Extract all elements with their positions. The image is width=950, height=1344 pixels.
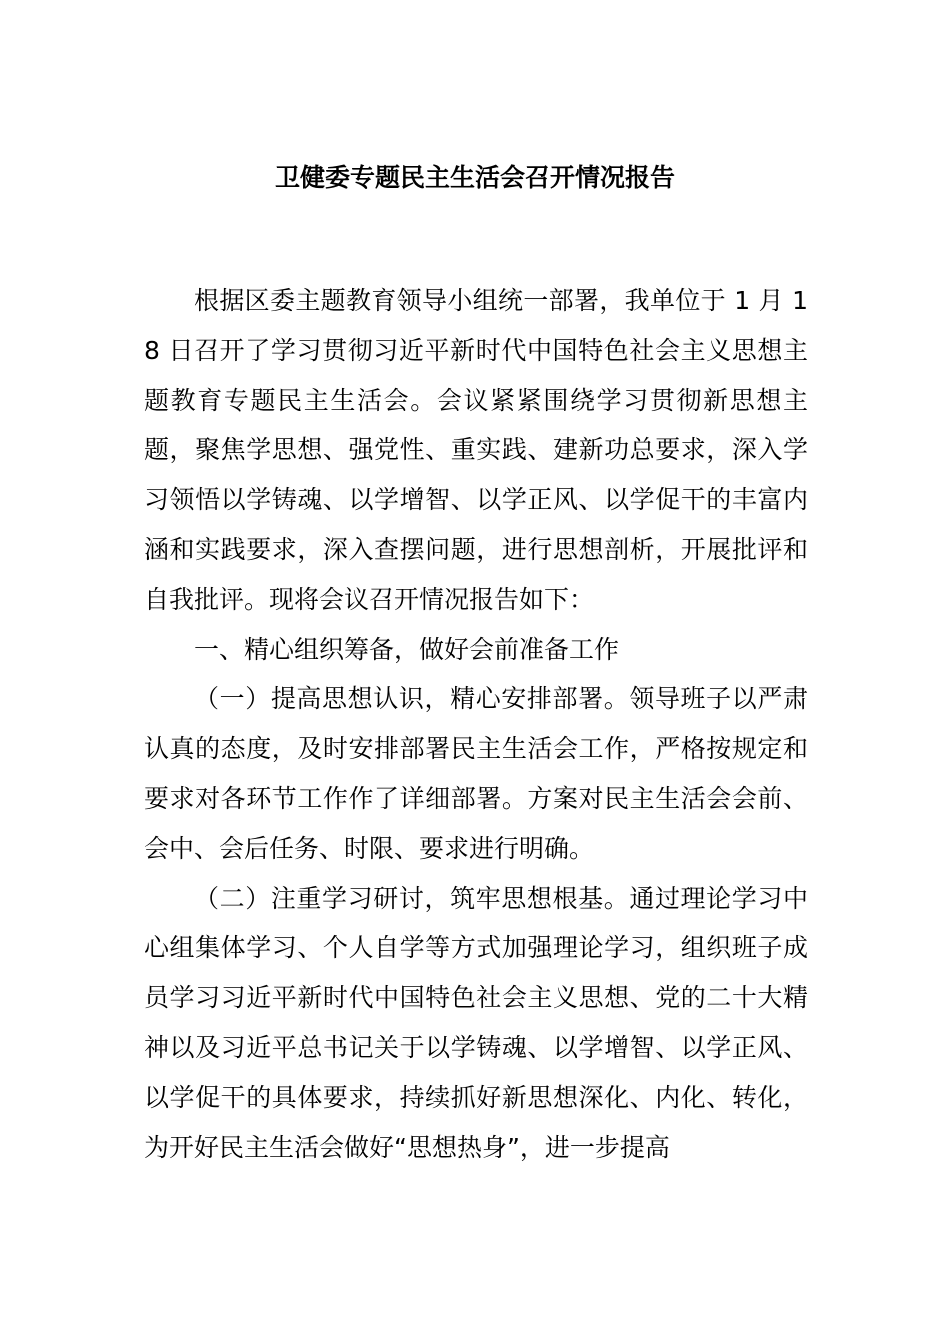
document-title: 卫健委专题民主生活会召开情况报告 [274, 163, 675, 192]
document-body [144, 276, 808, 1172]
paragraph-subsection-2: （二）注重学习研讨，筑牢思想根基。通过理论学习中心组集体学习、个人自学等方式加强理论学习，组织班子成员学习习近平新时代中国特色社会主义思想、党的二十大精神以及习近平总书记关于以学铸魂、以学增智、以学正风、以学促干的具体要求，持续抓好新思想深化、内化、转化，为开好民主生活会做好“思想热身”，进一步提高 [144, 883, 808, 1162]
paragraph-intro: 根据区委主题教育领导小组统一部署，我单位于 1 月 18 日召开了学习贯彻习近平新时代中国特色社会主义思想主题教育专题民主生活会。会议紧紧围绕学习贯彻新思想主题，聚焦学思想、强党性、重实践、建新功总要求，深入学习领悟以学铸魂、以学增智、以学正风、以学促干的丰富内涵和实践要求，深入查摆问题，进行思想剖析，开展批评和自我批评。现将会议召开情况报告如下： [144, 286, 808, 614]
section-heading-1: 一、精心组织筹备，做好会前准备工作 [194, 634, 620, 664]
paragraph-subsection-1: （一）提高思想认识，精心安排部署。领导班子以严肃认真的态度，及时安排部署民主生活会工作，严格按规定和要求对各环节工作作了详细部署。方案对民主生活会会前、会中、会后任务、时限、要求进行明确。 [144, 684, 808, 863]
